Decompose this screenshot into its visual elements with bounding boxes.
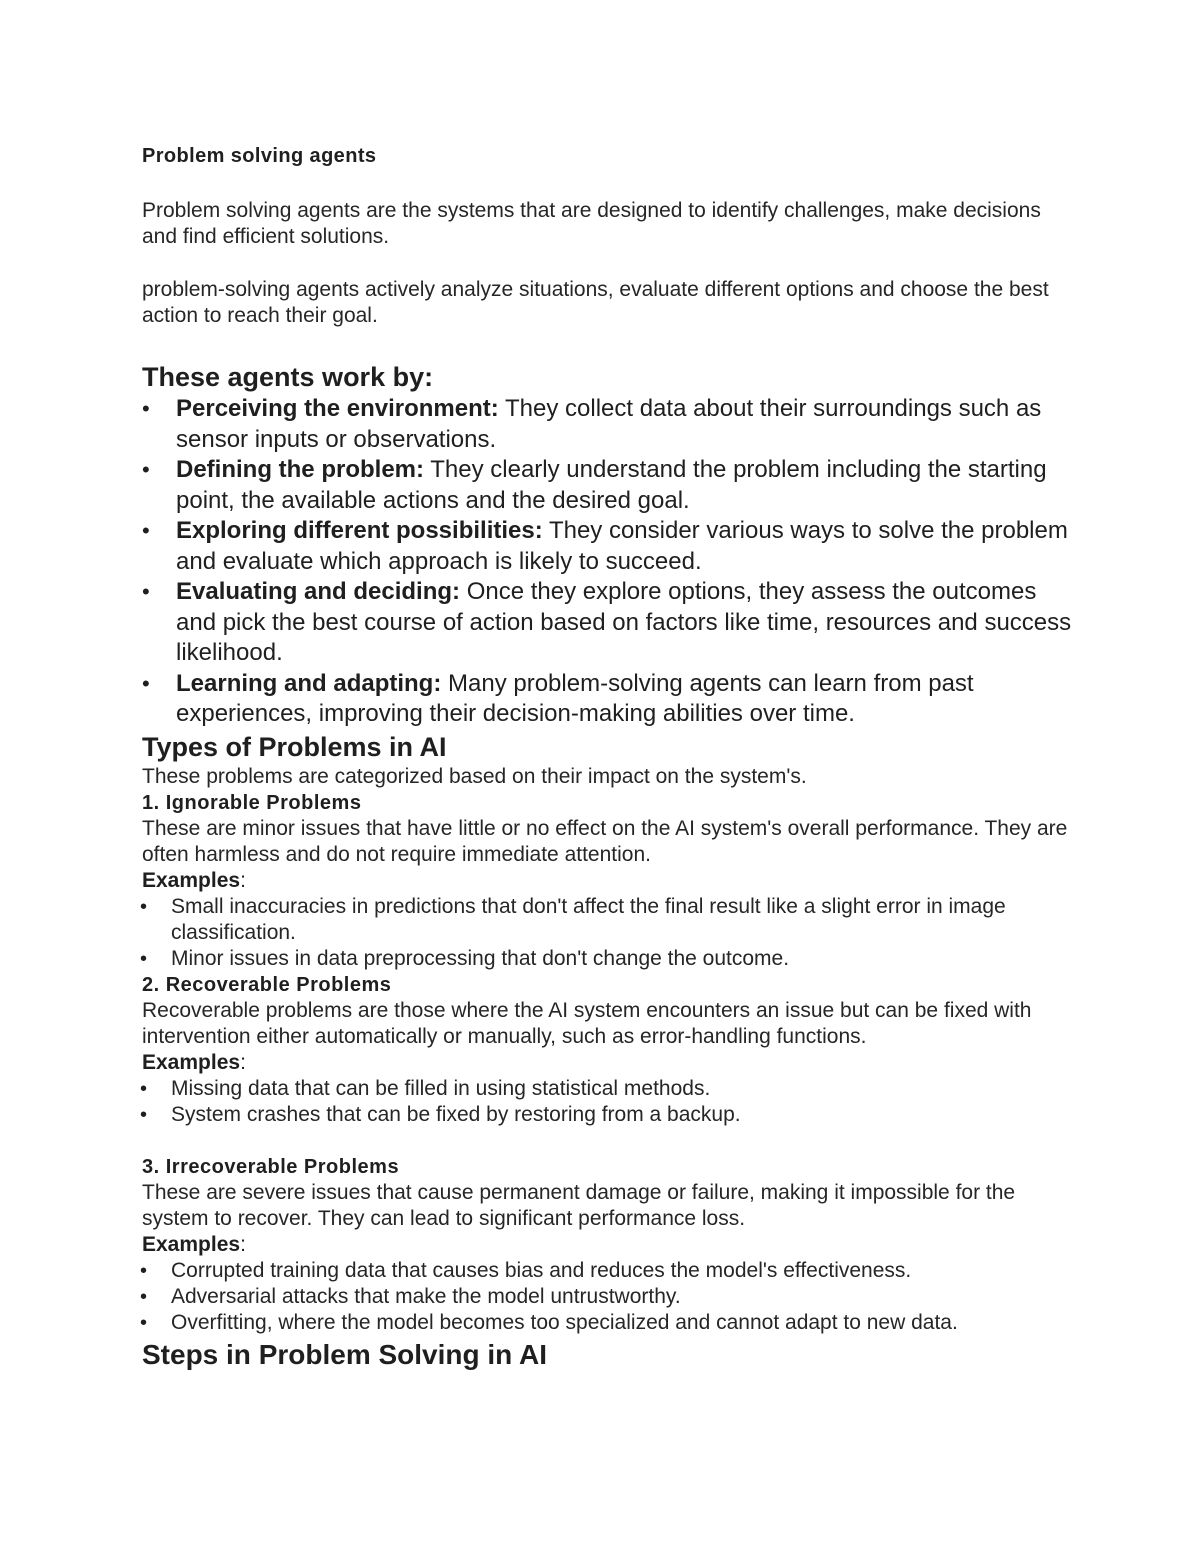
example-text: Corrupted training data that causes bias and reduces the model's effectiveness. [171,1258,912,1282]
steps-heading: Steps in Problem Solving in AI [142,1338,548,1370]
examples-colon: : [240,1050,246,1074]
bullet-icon: • [140,1285,148,1308]
recoverable-heading: 2. Recoverable Problems [142,973,392,996]
types-description: These problems are categorized based on their impact on the system's. [142,764,807,788]
works-item-text: They collect data about their surroundings such as sensor inputs or observations. [176,395,1042,453]
example-text: System crashes that can be fixed by restoring from a backup. [171,1102,741,1126]
recoverable-examples [142,1076,1072,1128]
example-item [142,946,1072,972]
example-item [142,1258,1072,1284]
works-item-evaluating [142,577,1072,669]
example-text: Overfitting, where the model becomes too specialized and cannot adapt to new data. [171,1310,958,1334]
examples-colon: : [240,1232,246,1256]
works-item-learning [142,669,1072,730]
works-item-perceiving [142,394,1072,455]
works-item-term: Perceiving the environment: [176,395,499,422]
works-item-text: They clearly understand the problem including the starting point, the available actions and the desired goal. [176,456,1047,514]
bullet-icon: • [140,947,148,970]
example-item [142,1076,1072,1102]
bullet-icon: • [140,1103,148,1126]
irrecoverable-heading: 3. Irrecoverable Problems [142,1155,400,1178]
bullet-icon: • [142,579,150,604]
document-body [142,143,1072,1373]
examples-label [142,1232,1072,1258]
bullet-icon: • [140,1259,148,1282]
types-heading: Types of Problems in AI [142,731,447,762]
example-text: Minor issues in data preprocessing that don't change the outcome. [171,946,790,970]
ignorable-examples [142,894,1072,972]
works-item-term: Evaluating and deciding: [176,578,461,605]
works-item-text: They consider various ways to solve the problem and evaluate which approach is likely to succeed. [176,517,1068,575]
works-item-term: Defining the problem: [176,456,424,483]
ignorable-heading: 1. Ignorable Problems [142,791,362,814]
works-item-defining [142,455,1072,516]
bullet-icon: • [142,457,150,482]
example-text: Small inaccuracies in predictions that don't affect the final result like a slight error in image classification. [171,894,1006,944]
works-heading: These agents work by: [142,362,434,392]
document-title: Problem solving agents [142,145,377,167]
recoverable-description: Recoverable problems are those where the AI system encounters an issue but can be fixed with intervention either automatically or manually, such as error-handling functions. [142,998,1032,1048]
example-text: Adversarial attacks that make the model untrustworthy. [171,1284,681,1308]
examples-label-text: Examples [142,868,241,892]
examples-label-text: Examples [142,1232,241,1256]
bullet-icon: • [142,518,150,543]
works-item-text: Many problem-solving agents can learn from past experiences, improving their decision-making abilities over time. [176,669,974,727]
bullet-icon: • [140,1077,148,1100]
works-item-term: Learning and adapting: [176,669,442,697]
example-item [142,1284,1072,1310]
example-item [142,1310,1072,1336]
irrecoverable-description: These are severe issues that cause permanent damage or failure, making it impossible for the system to recover. They can lead to significant performance loss. [142,1180,1016,1230]
examples-label [142,1050,1072,1076]
examples-colon: : [240,868,246,892]
intro-paragraph-2: problem-solving agents actively analyze situations, evaluate different options and choose the best action to reach their goal. [142,278,1049,327]
intro-paragraph-1: Problem solving agents are the systems that are designed to identify challenges, make decisions and find efficient solutions. [142,199,1041,248]
example-text: Missing data that can be filled in using statistical methods. [171,1076,711,1100]
bullet-icon: • [140,1311,148,1334]
works-item-text: Once they explore options, they assess the outcomes and pick the best course of action based on factors like time, resources and success likelihood. [176,578,1072,666]
bullet-icon: • [140,895,148,918]
bullet-icon: • [142,396,150,421]
example-item [142,1102,1072,1128]
example-item [142,894,1072,946]
works-item-exploring [142,516,1072,577]
examples-label [142,868,1072,894]
examples-label-text: Examples [142,1050,241,1074]
works-list [142,394,1072,730]
works-item-term: Exploring different possibilities: [176,517,543,544]
irrecoverable-examples [142,1258,1072,1336]
ignorable-description: These are minor issues that have little or no effect on the AI system's overall performance. They are often harmless and do not require immediate attention. [142,816,1068,866]
bullet-icon: • [142,670,150,696]
